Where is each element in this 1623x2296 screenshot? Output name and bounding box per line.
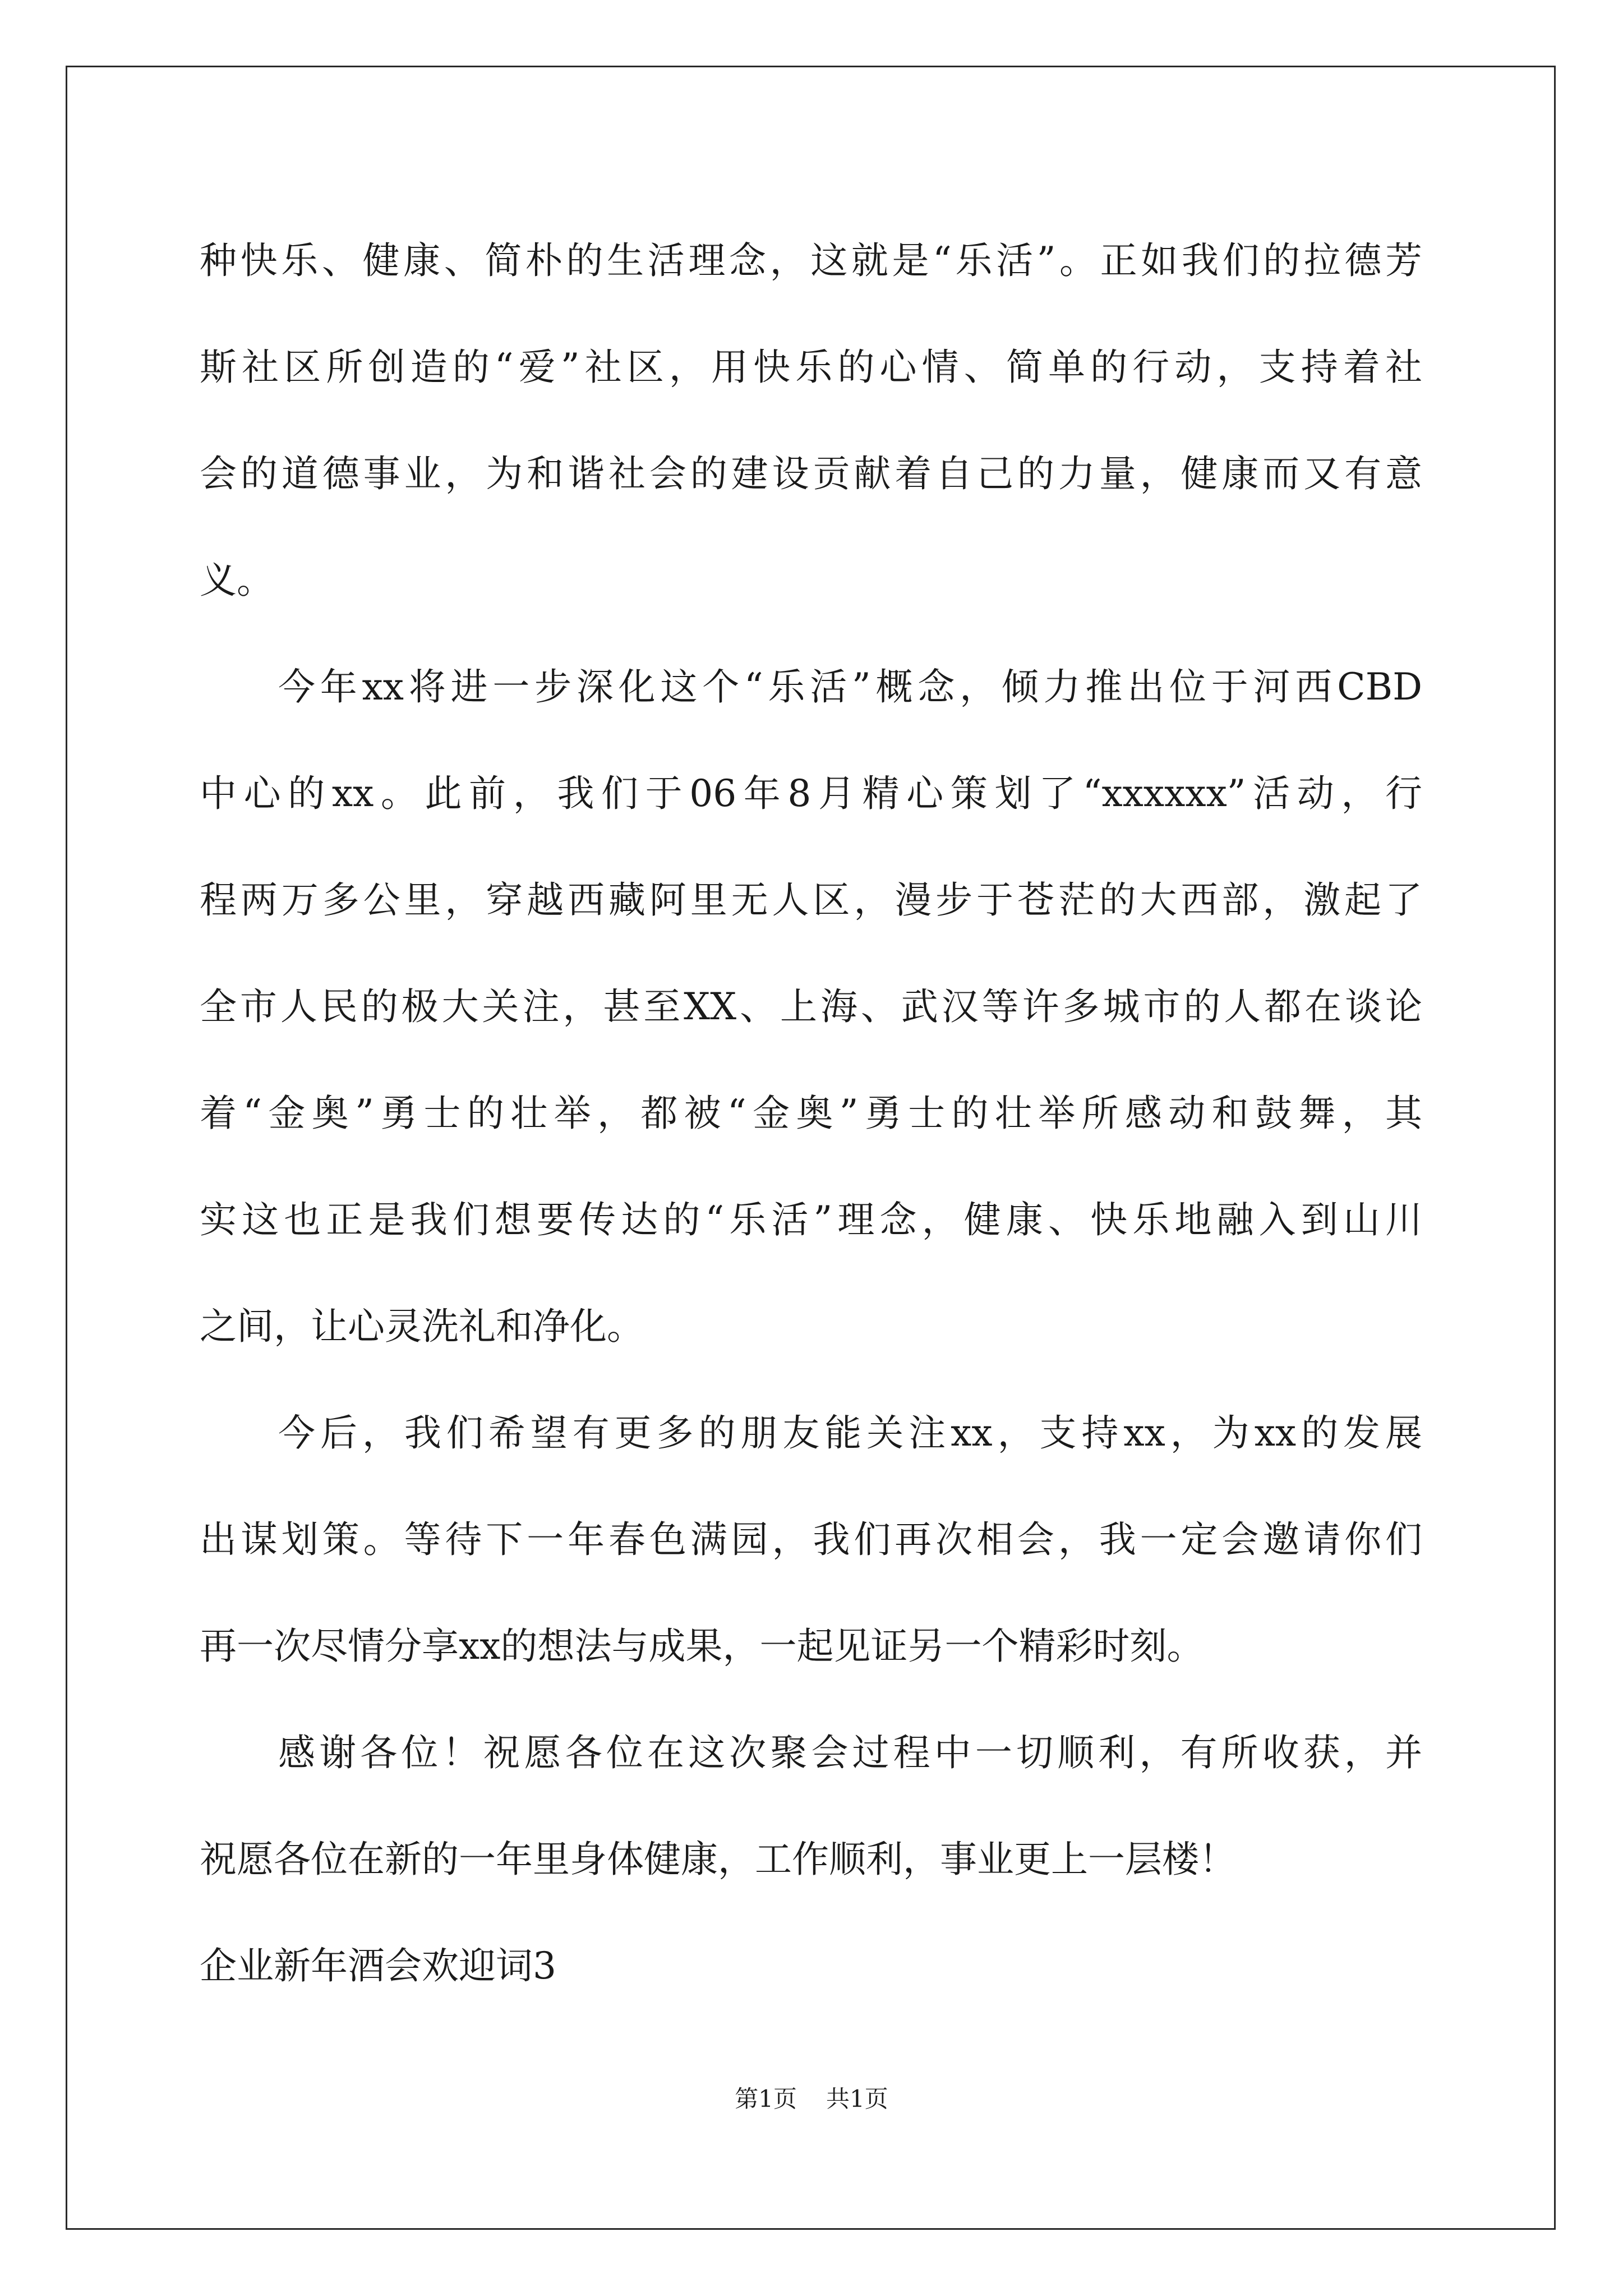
- paragraph-line: 之间，让心灵洗礼和净化。: [200, 1305, 644, 1348]
- paragraph-line: 义。: [200, 559, 274, 602]
- document-body: [200, 208, 1422, 2019]
- paragraph-line: 程两万多公里，穿越西藏阿里无人区，漫步于苍茫的大西部，激起了: [200, 878, 1422, 922]
- page-total: 共1页: [826, 2085, 888, 2113]
- paragraph-line: 实这也正是我们想要传达的“乐活”理念，健康、快乐地融入到山川: [200, 1198, 1422, 1241]
- paragraph-line: 今年xx将进一步深化这个“乐活”概念，倾力推出位于河西CBD: [278, 665, 1422, 708]
- paragraph-line: 中心的xx。此前，我们于06年8月精心策划了“xxxxxx”活动，行: [200, 772, 1422, 815]
- paragraph-line: 种快乐、健康、简朴的生活理念，这就是“乐活”。正如我们的拉德芳: [200, 239, 1422, 282]
- paragraph-1: [200, 208, 1422, 634]
- paragraph-line: 今后，我们希望有更多的朋友能关注xx，支持xx，为xx的发展: [278, 1411, 1422, 1455]
- paragraph-3: [200, 1380, 1422, 1700]
- paragraph-2: [200, 634, 1422, 1380]
- page-footer: [0, 2082, 1623, 2116]
- paragraph-line: 祝愿各位在新的一年里身体健康，工作顺利，事业更上一层楼！: [200, 1838, 1236, 1881]
- paragraph-line: 感谢各位！祝愿各位在这次聚会过程中一切顺利，有所收获，并: [278, 1731, 1422, 1774]
- page-number: 第1页: [735, 2085, 797, 2113]
- paragraph-line: 着“金奥”勇士的壮举，都被“金奥”勇士的壮举所感动和鼓舞，其: [200, 1092, 1422, 1135]
- paragraph-line: 全市人民的极大关注，甚至XX、上海、武汉等许多城市的人都在谈论: [200, 985, 1422, 1028]
- paragraph-line: 再一次尽情分享xx的想法与成果，一起见证另一个精彩时刻。: [200, 1625, 1204, 1668]
- paragraph-4: [200, 1700, 1422, 1913]
- section-heading: 企业新年酒会欢迎词3: [200, 1944, 556, 1987]
- paragraph-line: 会的道德事业，为和谐社会的建设贡献着自己的力量，健康而又有意: [200, 452, 1422, 495]
- paragraph-line: 出谋划策。等待下一年春色满园，我们再次相会，我一定会邀请你们: [200, 1518, 1422, 1561]
- paragraph-line: 斯社区所创造的“爱”社区，用快乐的心情、简单的行动，支持着社: [200, 346, 1422, 389]
